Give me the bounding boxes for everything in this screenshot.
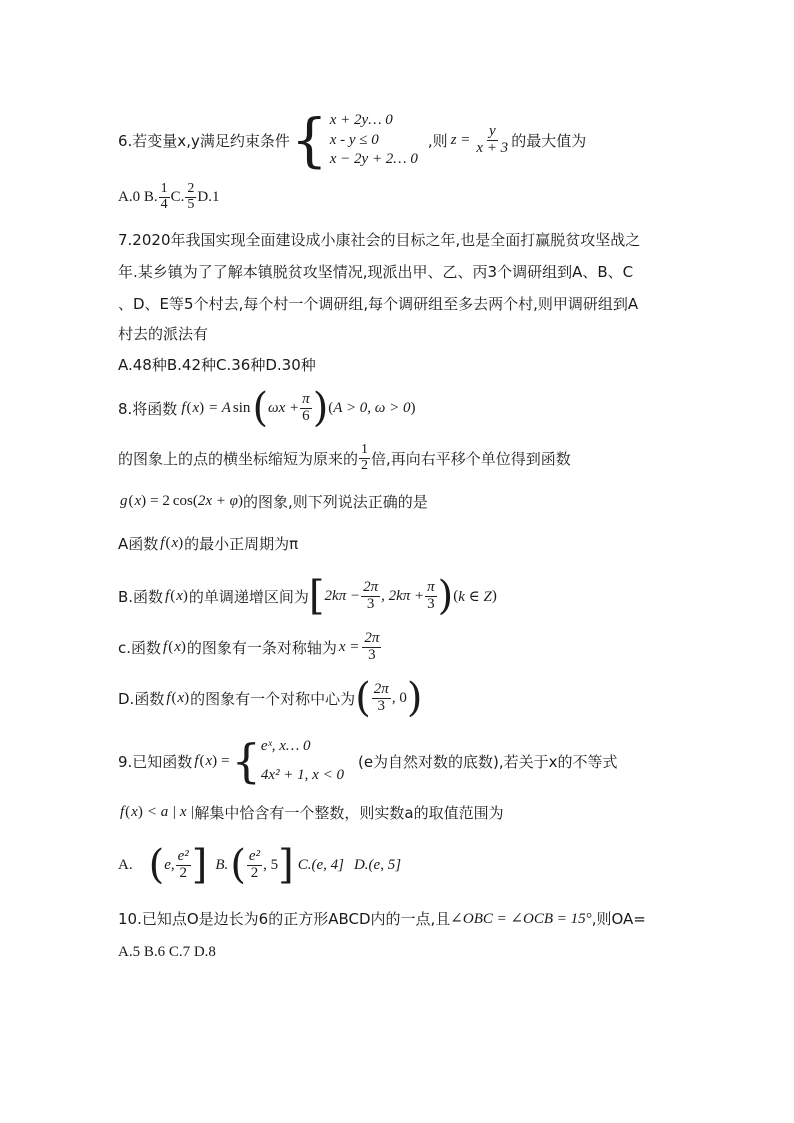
q8-c-3: 3 [368,646,376,663]
q9-piece-1: eˣ, x… 0 [260,738,311,754]
q6-constraint-2: x - y ≤ 0 [329,131,379,148]
q9-b-two: 2 [250,864,259,881]
q9-piecewise [261,738,344,784]
q8-stem: 8.将函数 f ( x ) = A sin ( ωx + $\frac{\pi}{6}$ ) ( A > 0, ω > 0 ) [118,385,416,431]
q8-option-a: A函数 f ( x ) 的最小正周期为π [118,535,299,553]
q10-l1: 10.已知点O是边长为6的正方形ABCD内的一点,且 [118,910,451,928]
q8-a-x: x [171,535,179,551]
q8-geq: = 2 [150,493,170,509]
q9-c-int: (e, 4] [311,856,344,873]
q7-line-4: 村去的派法有 [118,325,209,343]
q8-a-f: f [160,535,165,551]
q8-d-frac [372,682,391,715]
q6-opt-c: C. [170,188,185,205]
q9-l2-f: f [120,804,125,820]
q8-d-x: x [177,689,185,706]
q10-angle: ∠OBC = ∠OCB = 15° [450,911,592,927]
q7-options: A.48种B.42种C.36种D.30种 [118,356,316,374]
q9-piece-2: 4x² + 1, x < 0 [260,767,344,783]
q6-tail: 的最大值为 [511,131,587,150]
q8-sin: sin [232,399,251,416]
q9-tail: (e为自然对数的底数),若关于x的不等式 [357,752,618,771]
q8-half-den: 2 [361,457,369,473]
q8-c-frac [362,631,381,664]
q6-frac-num: y [488,122,496,139]
q8-pi-6 [300,392,312,425]
q8-b-k1: 2kπ − [324,587,361,604]
q10-stem [118,908,646,929]
q6-fraction [474,124,510,157]
q8-g: g [120,493,128,509]
q8-b-pre: B.函数 [118,587,164,606]
q7-line-2: 年.某乡镇为了了解本镇脱贫攻坚情况,现派出甲、乙、丙3个调研组到A、B、C [118,263,634,281]
q8-a-post: 的最小正周期为π [184,535,299,553]
q9-opt-a: A. [118,856,133,873]
q8-b-kz: k ∈ Z [458,588,492,605]
q10-options: A.5 B.6 C.7 D.8 [118,944,216,960]
q8-l2a: 的图象上的点的横坐标缩短为原来的 [118,449,359,468]
q9-l2-x: x [131,804,138,820]
q7-line-3: 、D、E等5个村去,每个村一个调研组,每个调研组至多去两个村,则甲调研组到A [118,295,639,313]
q9-a-e2: e² [177,847,189,864]
q8-c-2pi: 2π [364,629,380,646]
q8-line-2 [118,440,571,476]
q8-option-d: D.函数 f ( x ) 的图象有一个对称中心为 ( $\frac{2\pi}{3}$ , 0 ) [118,675,423,721]
q8-d-f: f [166,689,171,706]
q9-ineq: < a | x | [146,804,195,820]
q8-b-3b: 3 [427,595,435,612]
q9-label: 9.已知函数 [118,752,193,771]
q8-gx: x [134,493,142,509]
q6-then: ,则 [427,131,448,150]
q6-opt-b-frac [159,182,170,212]
q8-half-num: 1 [361,441,369,457]
q8-l2b: 倍,再向右平移个单位得到函数 [371,449,571,468]
q9-l2: 解集中恰含有一个整数，则实数a的取值范围为 [194,804,504,822]
q8-label: 8.将函数 [118,399,178,418]
q8-d-pre: D.函数 [118,689,165,708]
q8-b-x: x [176,587,183,604]
q9-a-two: 2 [179,864,187,881]
q6-constraints [330,112,418,168]
q8-c-x-eq: x = [338,638,360,655]
q9-line-2: f ( x ) < a | x | 解集中恰含有一个整数，则实数a的取值范围为 [120,804,504,822]
q8-cosarg: 2x + φ [197,493,238,509]
q6-opt-d: D.1 [197,188,220,205]
q8-line-3: g ( x ) = 2 cos ( 2x + φ ) 的图象,则下列说法正确的是 [120,493,428,511]
q6-opt-a: A.0 B. [118,188,158,205]
q8-b-3a: 3 [366,595,375,612]
q8-arg: ωx + [268,399,300,416]
q9-options: A. ( e, $\frac{\text{e²}}{2}$ ] B. ( $\frac{\text{e²}}{2}$ , 5 ] C. (e, 4] D. (e, 5] [118,842,402,888]
q8-c-pre: c.函数 [118,638,162,657]
q8-l3b: 的图象,则下列说法正确的是 [242,493,428,511]
q8-b-2pi: 2π [363,578,379,595]
q9-b-e2: e² [248,847,261,864]
q9-f: f [194,752,199,769]
q9-opt-c: C. [297,856,312,873]
q9-stem: 9.已知函数 f ( x ) = { eˣ, x… 0 4x² + 1, x < 0 (e为自然对数的底数),若关于x的不等式 [118,734,618,788]
question-6-stem [118,106,587,174]
q6-z: z = [450,131,471,148]
q6-brace: { [290,106,328,174]
q8-b-frac1 [361,580,380,613]
q8-c-x: x [174,638,181,655]
q8-c-f: f [163,638,168,655]
q6-options [118,182,219,212]
q8-six: 6 [302,407,310,424]
q8-eqA: = A [208,399,231,416]
q8-d-0: , 0 [391,689,407,706]
q9-a-e: e, [164,856,175,873]
q6-label: 6.若变量x,y满足约束条件 [118,131,290,150]
q9-b-5: , 5 [263,856,279,873]
q8-c-mid: 的图象有一条对称轴为 [186,638,337,657]
q8-b-mid: 的单调递增区间为 [188,587,309,606]
q6-opt-b-den: 4 [160,196,168,212]
q6-opt-b-num: 1 [160,181,168,196]
q6-constraint-3: x − 2y + 2… 0 [329,151,418,167]
q8-cos: cos [172,493,193,509]
q8-b-k2: , 2kπ + [381,587,425,604]
q7-line-1: 7.2020年我国实现全面建设成小康社会的目标之年,也是全面打赢脱贫攻坚战之 [118,231,641,249]
q6-opt-c-frac [185,182,196,212]
q8-d-2pi: 2π [373,680,389,697]
q6-constraint-1: x + 2y… 0 [329,112,393,128]
q9-a-frac [176,849,191,882]
q10-l1b: ,则OA= [591,910,646,928]
q8-option-c: c.函数 f ( x ) 的图象有一条对称轴为 x = $\frac{2\pi}{3}$ [118,629,380,663]
q8-f: f [181,399,186,416]
q8-d-mid: 的图象有一个对称中心为 [190,689,356,708]
q8-cond: A > 0, ω > 0 [333,399,411,416]
q9-d-int: (e, 5] [368,856,402,873]
q9-opt-d: D. [353,856,369,873]
q6-opt-c-den: 5 [187,196,195,212]
q6-frac-den: x + 3 [476,139,509,156]
q9-b-frac [247,849,262,882]
q8-pi: π [302,390,310,407]
q8-half [359,443,370,473]
q9-x: x [205,752,213,769]
q8-b-frac2 [425,580,437,613]
q8-option-b: B.函数 f ( x ) 的单调递增区间为 [ 2kπ − $\frac{2\pi}{3}$ , 2kπ + $\frac{\pi}{3}$ ) ( k ∈ Z ) [118,573,497,619]
q9-opt-b: B. [215,856,229,873]
q8-b-f: f [165,587,170,604]
q8-x: x [192,399,200,416]
q6-opt-c-num: 2 [187,181,195,196]
q8-a-pre: A函数 [118,535,159,553]
q8-d-3: 3 [377,697,386,714]
q8-b-pi: π [427,578,435,595]
